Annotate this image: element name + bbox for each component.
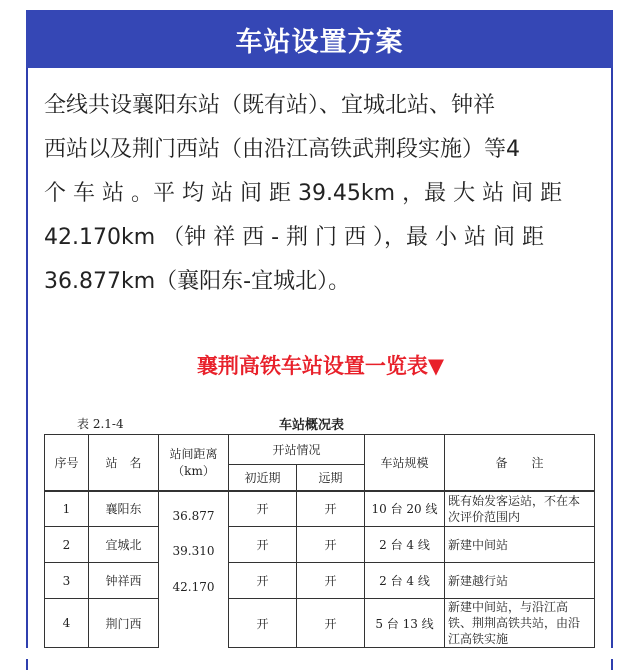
- cell-far: 开: [297, 491, 365, 527]
- table-header-row: [45, 435, 595, 465]
- cell-near: 开: [229, 563, 297, 599]
- paragraph-line: 42.170km （钟 祥 西 - 荆 门 西 ），最 小 站 间 距: [44, 225, 545, 250]
- header-far: 远期: [297, 465, 365, 491]
- cell-scale: 10 台 20 线: [365, 491, 445, 527]
- table-row: [45, 599, 595, 648]
- table-title: 车站概况表: [279, 418, 345, 433]
- table-row: [45, 527, 595, 563]
- cell-scale: 2 台 4 线: [365, 527, 445, 563]
- header-scale: 车站规模: [365, 435, 445, 491]
- table-number: 表 2.1-4: [77, 417, 124, 431]
- cell-name: 宜城北: [89, 527, 159, 563]
- paragraph-line: 西站以及荆门西站（由沿江高铁武荆段实施）等4: [44, 137, 520, 162]
- paragraph-line: 全线共设襄阳东站（既有站）、宜城北站、钟祥: [44, 93, 496, 118]
- cell-remark: 新建越行站: [445, 563, 595, 599]
- cell-distance: 42.170: [159, 563, 229, 599]
- cell-name: 钟祥西: [89, 563, 159, 599]
- cell-far: 开: [297, 563, 365, 599]
- intro-paragraph: [44, 84, 604, 304]
- cell-seq: 1: [45, 491, 89, 527]
- header-near: 初近期: [229, 465, 297, 491]
- header-distance: 站间距离（km）: [159, 435, 229, 491]
- paragraph-line: 个 车 站 。平 均 站 间 距 39.45km ，最 大 站 间 距: [44, 181, 563, 206]
- cell-seq: 4: [45, 599, 89, 648]
- table-subtitle: 襄荆高铁车站设置一览表▼: [196, 354, 445, 378]
- banner-title: 车站设置方案: [235, 26, 404, 58]
- header-name: 站 名: [89, 435, 159, 491]
- table-row: [45, 491, 595, 527]
- cell-seq: 2: [45, 527, 89, 563]
- page-bottom-edge: [0, 648, 641, 659]
- header-opening: 开站情况: [229, 435, 365, 465]
- cell-near: 开: [229, 527, 297, 563]
- cell-name: 襄阳东: [89, 491, 159, 527]
- cell-far: 开: [297, 527, 365, 563]
- cell-far: 开: [297, 599, 365, 648]
- cell-seq: 3: [45, 563, 89, 599]
- cell-distance: 39.310: [159, 527, 229, 563]
- cell-near: 开: [229, 491, 297, 527]
- cell-distance: 36.877: [159, 491, 229, 527]
- header-remark: 备 注: [445, 435, 595, 491]
- cell-scale: 2 台 4 线: [365, 563, 445, 599]
- table-row: [45, 563, 595, 599]
- cell-remark: 新建中间站: [445, 527, 595, 563]
- paragraph-line: 36.877km（襄阳东-宜城北）。: [44, 269, 351, 294]
- cell-distance-empty: [159, 599, 229, 648]
- cell-remark: 新建中间站，与沿江高铁、荆荆高铁共站，由沿江高铁实施: [445, 599, 595, 648]
- station-table: [44, 434, 595, 648]
- cell-name: 荆门西: [89, 599, 159, 648]
- section-banner: [26, 10, 613, 68]
- cell-near: 开: [229, 599, 297, 648]
- cell-remark: 既有始发客运站，不在本次评价范围内: [445, 491, 595, 527]
- cell-scale: 5 台 13 线: [365, 599, 445, 648]
- header-seq: 序号: [45, 435, 89, 491]
